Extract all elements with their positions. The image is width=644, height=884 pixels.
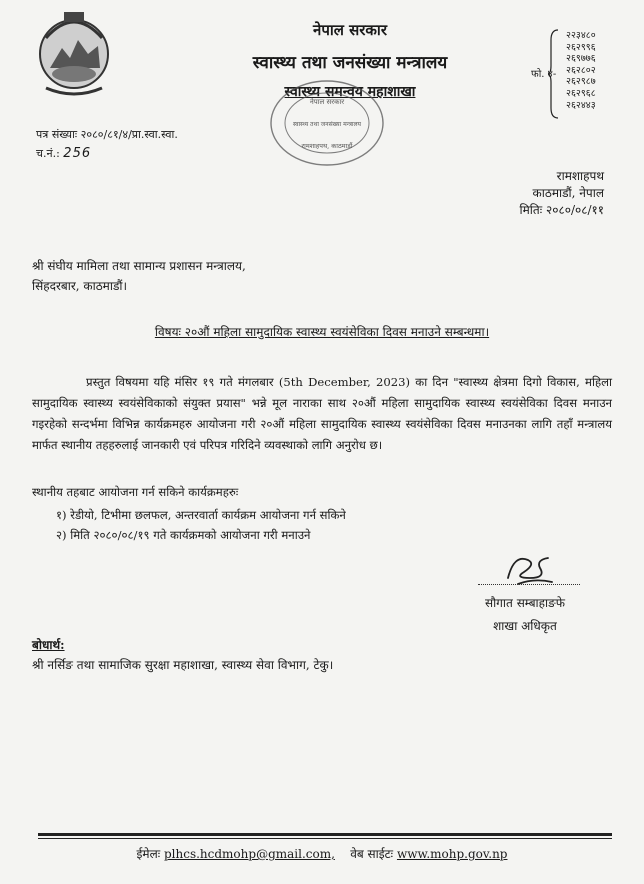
- phone-number: २६२४४३: [566, 99, 596, 111]
- patra-value: २०८०/८१/४/प्रा.स्वा.स्वा.: [80, 128, 178, 141]
- chalani-number: [36, 146, 91, 161]
- letter-subject: विषयः २०औं महिला सामुदायिक स्वास्थ्य स्वयंसेविका दिवस मनाउने सम्बन्धमा।: [154, 325, 490, 339]
- activity-item: १) रेडीयो, टिभीमा छलफल, अन्तरवार्ता कार्यक्रम आयोजना गर्न सकिने: [56, 508, 346, 522]
- cc-title: बोधार्थ:: [32, 638, 65, 652]
- recipient-name: श्री संघीय मामिला तथा सामान्य प्रशासन मन्त्रालय,: [32, 259, 246, 273]
- header-ministry: स्वास्थ्य तथा जनसंख्या मन्त्रालय: [252, 53, 448, 73]
- website-link[interactable]: www.mohp.gov.np: [396, 847, 508, 861]
- date-value: २०८०/०८/११: [545, 203, 604, 217]
- phone-list: [566, 30, 596, 111]
- address-street: रामशाहपथ: [556, 169, 604, 183]
- signature-line: [478, 584, 580, 585]
- header-government: नेपाल सरकार: [313, 21, 387, 39]
- header-division: स्वास्थ्य समन्वय महाशाखा: [284, 84, 416, 100]
- footer-contact: [0, 845, 644, 862]
- patra-label: पत्र संख्याः: [36, 128, 78, 141]
- letter-date: [520, 201, 605, 218]
- footer-rule: [38, 833, 612, 836]
- date-label: मितिः: [519, 203, 543, 217]
- chalani-label: च.नं.:: [36, 147, 60, 160]
- nepal-emblem-icon: [36, 8, 112, 96]
- cc-recipient: श्री नर्सिङ तथा सामाजिक सुरक्षा महाशाखा, स्वास्थ्य सेवा विभाग, टेकु।: [32, 658, 334, 672]
- phone-number: २६९७७६: [566, 53, 596, 65]
- phone-number: २६२९८७: [566, 76, 596, 88]
- signatory-post: शाखा अधिकृत: [493, 619, 557, 633]
- official-stamp: [268, 78, 386, 168]
- activity-item: २) मिति २०८०/०८/१९ गते कार्यक्रमको आयोजना गरी मनाउने: [56, 528, 311, 542]
- footer-rule-thin: [38, 838, 612, 839]
- email-label: ईमेलः: [136, 847, 161, 861]
- phone-number: २२३४८०: [566, 30, 596, 41]
- brace-icon: [548, 28, 560, 120]
- address-city: काठमाडौं, नेपाल: [532, 186, 604, 200]
- phone-number: २६२८०२: [566, 64, 596, 76]
- patra-sankhya: [36, 127, 178, 142]
- phone-number: २६२९९६: [566, 41, 596, 53]
- phone-number: २६२९६८: [566, 87, 596, 99]
- site-label: वेब साईटः: [350, 847, 394, 861]
- chalani-value: 256: [63, 146, 92, 161]
- letter-body: प्रस्तुत विषयमा यहि मंसिर १९ गते मंगलबार (5th December, 2023) का दिन "स्वास्थ्य क्षेत्रमा दिगो विकास, महिला सामुदायिक स्वास्थ्य स्वयंसेविकाको संयुक्त प्रयास" भन्ने मूल नाराका साथ २०औं महिला सामुदायिक स्वास्थ्य स्वयंसेविका दिवस मनाउन गइरहेको सन्दर्भमा विभिन्न कार्यक्रमहरु आयोजना गरी २०औं महिला सामुदायिक स्वास्थ्य स्वयंसेविका दिवस मनाउनका लागि तहाँ मन्त्रालय मार्फत स्थानीय तहहरुलाई जानकारी एवं परिपत्र गरिदिने व्यवस्थाको लागि अनुरोध छ।: [32, 375, 612, 452]
- signatory-name: सौगात सम्बाहाङफे: [484, 596, 566, 610]
- stamp-text-top: नेपाल सरकार: [309, 98, 345, 106]
- activities-title: स्थानीय तहबाट आयोजना गर्न सकिने कार्यक्रमहरुः: [32, 485, 239, 499]
- stamp-text-mid: स्वास्थ्य तथा जनसंख्या मन्त्रालय: [292, 121, 362, 128]
- recipient-address: सिंहदरबार, काठमाडौं।: [32, 279, 128, 293]
- phone-prefix: फो. ४-: [531, 69, 557, 80]
- email-link[interactable]: plhcs.hcdmohp@gmail.com,: [163, 847, 335, 861]
- stamp-text-bottom: रामशाहपथ, काठमाडौं: [301, 142, 353, 150]
